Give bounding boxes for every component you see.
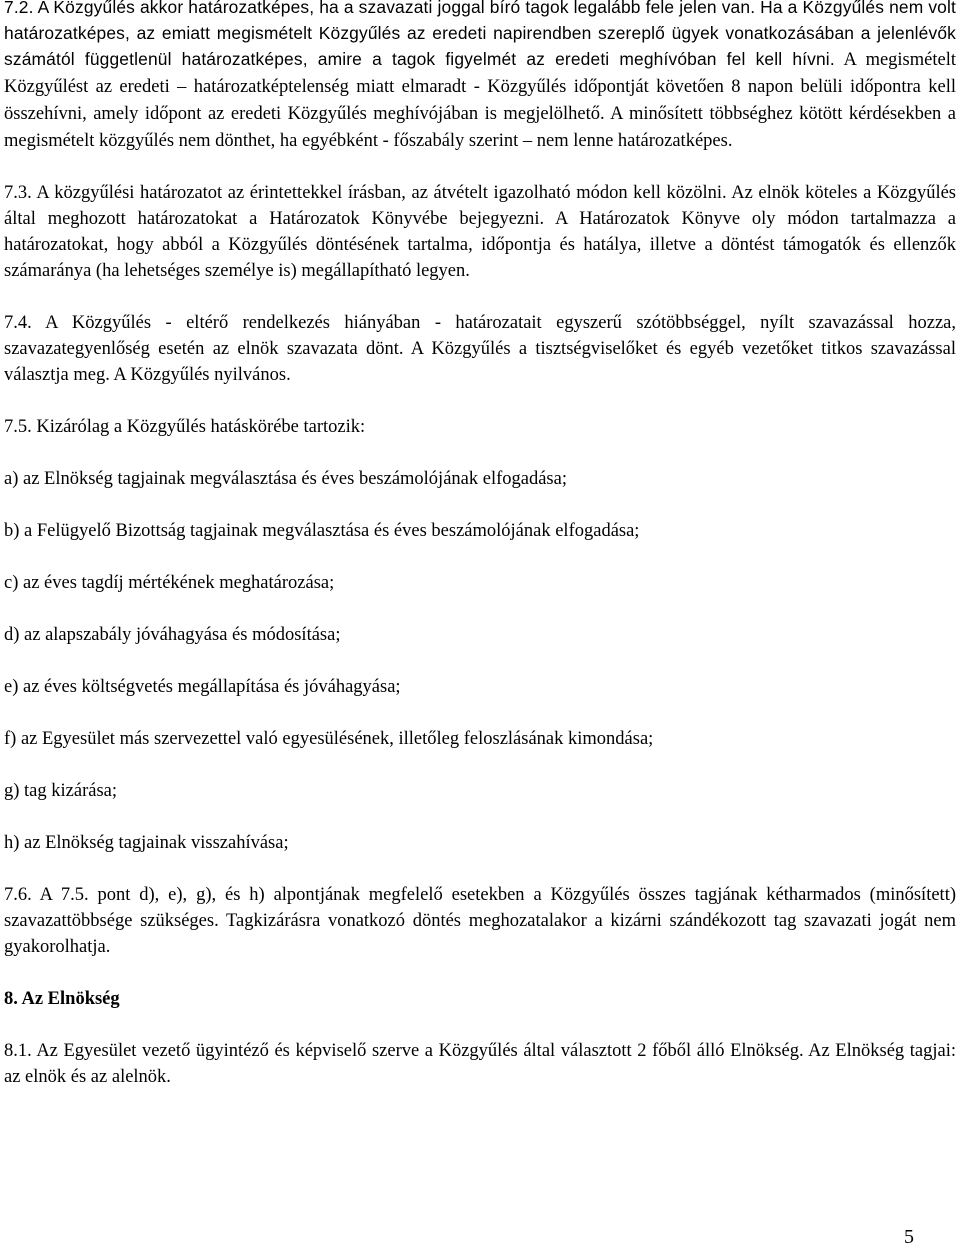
list-item-f: f) az Egyesület más szervezettel való egyesülésének, illetőleg feloszlásának kimondása; <box>4 729 654 749</box>
paragraph-7-4: 7.4. A Közgyűlés - eltérő rendelkezés hiányában - határozatait egyszerű szótöbbséggel, nyílt szavazással hozza, szavazategyenlőség esetén az elnök szavazata dönt. A Közgyűlés a tisztségviselőket és egyéb vezetőket titkos szavazással választja meg. A Közgyűlés nyilvános. <box>4 313 956 385</box>
paragraph-7-2-sans-text: 7.2. A Közgyűlés akkor határozatképes, ha a szavazati joggal bíró tagok legalább fele jelen van. Ha a Közgyűlés nem volt határozatképes, az emiatt megismételt Közgyűlés az eredeti napirendben szereplő ügyek vonatkozásában a jelenlévők számától függetlenül határozatképes, amire a tagok figyelmét az eredeti meghívóban fel kell hívni. <box>4 0 956 69</box>
paragraph-7-2-serif-text: A megismételt Közgyűlést az eredeti – határozatképtelenség miatt elmaradt - Közgyűlés időpontját követően 8 napon belüli időpontra kell összehívni, amely időpont az eredeti Közgyűlés meghívójában is megjelölhető. A minősített többséghez kötött kérdésekben a megismételt közgyűlés nem dönthet, ha egyébként - főszabály szerint – nem lenne határozatképes. <box>4 50 956 151</box>
list-item-h: h) az Elnökség tagjainak visszahívása; <box>4 833 289 853</box>
paragraph-8-1: 8.1. Az Egyesület vezető ügyintéző és képviselő szerve a Közgyűlés által választott 2 főből álló Elnökség. Az Elnökség tagjai: az elnök és az alelnök. <box>4 1041 956 1087</box>
page-number: 5 <box>904 1226 914 1248</box>
list-item-e: e) az éves költségvetés megállapítása és jóváhagyása; <box>4 677 401 697</box>
section-heading-8: 8. Az Elnökség <box>4 989 120 1009</box>
list-item-b: b) a Felügyelő Bizottság tagjainak megválasztása és éves beszámolójának elfogadása; <box>4 521 640 541</box>
list-item-g: g) tag kizárása; <box>4 781 117 801</box>
paragraph-7-6: 7.6. A 7.5. pont d), e), g), és h) alpontjának megfelelő esetekben a Közgyűlés összes tagjának kétharmados (minősített) szavazattöbbsége szükséges. Tagkizárásra vonatkozó döntés meghozatalakor a kizárni szándékozott tag szavazati jogát nem gyakorolhatja. <box>4 885 956 957</box>
paragraph-7-5-intro: 7.5. Kizárólag a Közgyűlés hatáskörébe tartozik: <box>4 417 366 437</box>
paragraph-7-3: 7.3. A közgyűlési határozatot az érintettekkel írásban, az átvételt igazolható módon kell közölni. Az elnök köteles a Közgyűlés által meghozott határozatokat a Határozatok Könyvébe bejegyezni. A Határozatok Könyve oly módon tartalmazza a határozatokat, hogy abból a Közgyűlés döntésének tartalma, időpontja és hatálya, illetve a döntést támogatók és ellenzők számaránya (ha lehetséges személye is) megállapítható legyen. <box>4 183 956 281</box>
list-item-d: d) az alapszabály jóváhagyása és módosítása; <box>4 625 341 645</box>
list-item-a: a) az Elnökség tagjainak megválasztása és éves beszámolójának elfogadása; <box>4 469 567 489</box>
paragraph-7-2 <box>4 0 956 154</box>
document-page <box>4 0 956 1116</box>
list-item-c: c) az éves tagdíj mértékének meghatározása; <box>4 573 335 593</box>
